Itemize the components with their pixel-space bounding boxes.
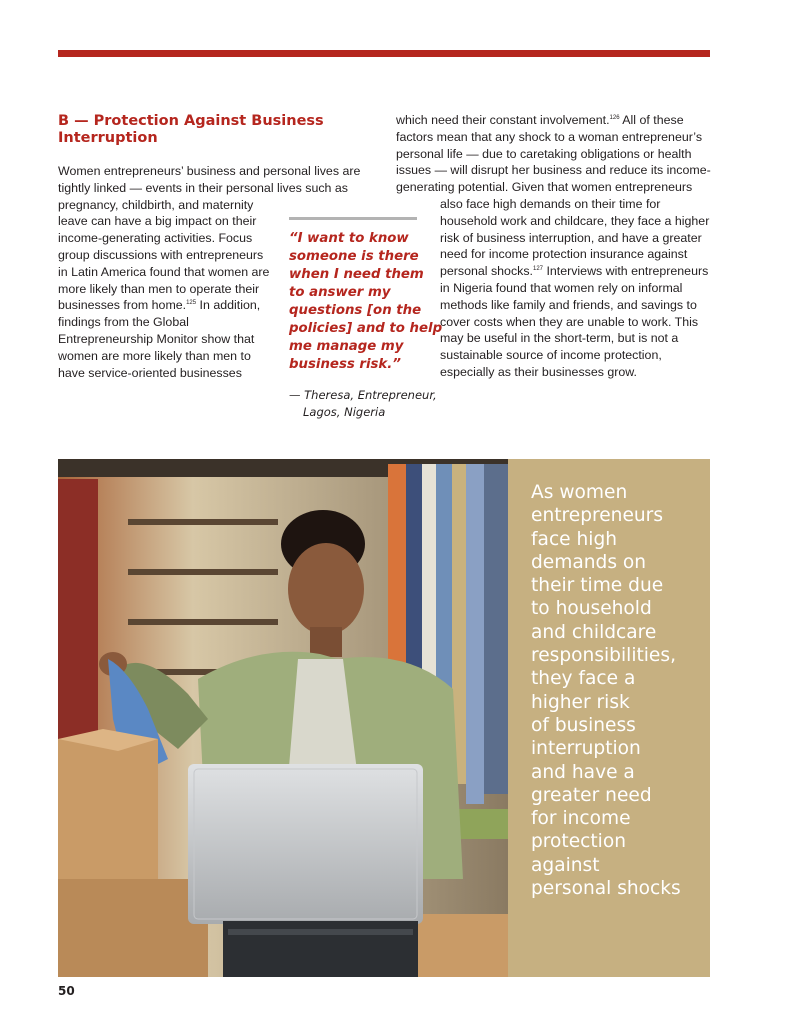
line-text: businesses from home.	[58, 298, 187, 313]
pull-quote-line: when I need them	[289, 267, 424, 282]
line-text: cover costs when they are unable to work. This	[440, 314, 699, 329]
section-heading	[58, 113, 358, 146]
line-text-cont: In addition,	[196, 298, 261, 313]
page-number: 50	[58, 984, 75, 998]
text-line	[396, 146, 711, 163]
line-text: group discussions with entrepreneurs	[58, 247, 264, 262]
heading-line: Interruption	[58, 129, 158, 146]
line-text-cont: Interviews with entrepreneurs	[543, 264, 709, 279]
line-text: leave can have a big impact on their	[58, 214, 257, 229]
body-column-right	[396, 112, 711, 381]
text-line	[396, 230, 711, 247]
callout-line: to household	[531, 598, 652, 620]
footnote-ref: 125	[186, 300, 197, 307]
pull-quote-line: policies] and to help	[289, 321, 443, 336]
pull-quote-line: questions [on the	[289, 303, 422, 318]
callout-line: greater need	[531, 784, 652, 806]
line-text: risk of business interruption, and have a greater	[440, 230, 702, 245]
callout-line: for income	[531, 808, 631, 830]
pull-quote-attribution	[289, 387, 437, 420]
photo-illustration	[58, 459, 508, 977]
attribution-line: Lagos, Nigeria	[303, 404, 386, 419]
text-line	[58, 213, 360, 230]
callout-line: entrepreneurs	[531, 505, 664, 527]
line-text: women are more likely than men to	[58, 348, 251, 363]
callout-box	[508, 459, 710, 977]
line-text: issues — will disrupt her business and reduce its income-	[396, 163, 711, 178]
text-line	[58, 180, 360, 197]
line-text: especially as their businesses grow.	[440, 364, 637, 379]
text-line	[396, 213, 711, 230]
text-line	[396, 112, 711, 129]
text-line	[396, 314, 711, 331]
callout-line: against	[531, 854, 600, 876]
text-line	[396, 129, 711, 146]
callout-text	[531, 481, 681, 900]
line-text: Entrepreneurship Monitor show that	[58, 331, 255, 346]
text-line	[58, 197, 360, 214]
callout-line: their time due	[531, 575, 664, 597]
footnote-ref: 126	[609, 115, 620, 121]
line-text: Women entrepreneurs’ business and personal lives are	[58, 164, 361, 178]
text-line	[396, 246, 711, 263]
callout-line: As women	[531, 482, 628, 503]
text-line	[396, 263, 711, 280]
footnote-ref: 127	[532, 266, 543, 273]
text-line	[396, 162, 711, 179]
text-line	[396, 297, 711, 314]
text-line	[396, 179, 711, 196]
line-text: also face high demands on their time for	[440, 196, 661, 211]
line-text: more likely than men to operate their	[58, 281, 260, 296]
text-line	[396, 364, 711, 381]
callout-line: responsibilities,	[531, 645, 676, 667]
callout-line: personal shocks	[531, 878, 681, 900]
pull-quote	[289, 230, 442, 374]
line-text: findings from the Global	[58, 315, 189, 330]
heading-line: B — Protection Against Business	[58, 113, 324, 129]
pull-quote-line: someone is there	[289, 249, 419, 264]
callout-line: of business	[531, 714, 636, 736]
attribution-line: — Theresa, Entrepreneur,	[289, 388, 437, 402]
line-text: which need their constant involvement.	[396, 113, 610, 127]
callout-line: and have a	[531, 761, 635, 783]
callout-line: demands on	[531, 551, 647, 573]
callout-line: higher risk	[531, 691, 630, 713]
line-text: may be useful in the short-term, but is not a	[440, 331, 679, 346]
line-text: in Nigeria found that women rely on informal	[440, 280, 683, 295]
line-text: tightly linked — events in their personal lives such as	[58, 180, 348, 195]
callout-line: interruption	[531, 738, 641, 760]
line-text-cont: All of these	[619, 113, 684, 127]
top-accent-rule	[58, 50, 710, 57]
text-line	[396, 196, 711, 213]
pull-quote-rule	[289, 217, 417, 220]
pull-quote-line: me manage my	[289, 339, 404, 354]
line-text: income-generating activities. Focus	[58, 231, 253, 246]
line-text: in Latin America found that women are	[58, 264, 270, 279]
callout-line: and childcare	[531, 621, 657, 643]
pull-quote-line: business risk.”	[289, 357, 401, 372]
text-line	[396, 280, 711, 297]
line-text: have service-oriented businesses	[58, 365, 242, 380]
text-line	[396, 330, 711, 347]
line-text: need for income protection insurance against	[440, 247, 688, 262]
line-text: factors mean that any shock to a woman entrepreneur’s	[396, 129, 703, 144]
callout-line: they face a	[531, 668, 636, 690]
text-line	[396, 347, 711, 364]
line-text: generating potential. Given that women entrepreneurs	[396, 180, 693, 195]
laptop	[188, 764, 423, 977]
line-text: methods like family and friends, and savings to	[440, 297, 697, 312]
pull-quote-line: to answer my	[289, 285, 391, 300]
line-text: sustainable source of income protection,	[440, 348, 662, 363]
callout-line: face high	[531, 528, 618, 550]
text-line	[58, 163, 360, 180]
pull-quote-line: “I want to know	[289, 231, 409, 246]
entrepreneur-photo	[58, 459, 508, 977]
callout-line: protection	[531, 831, 626, 853]
line-text: personal shocks.	[440, 264, 533, 279]
line-text: household work and childcare, they face a higher	[440, 213, 710, 228]
line-text: pregnancy, childbirth, and maternity	[58, 197, 254, 212]
line-text: personal life — due to caretaking obligations or health	[396, 146, 692, 161]
